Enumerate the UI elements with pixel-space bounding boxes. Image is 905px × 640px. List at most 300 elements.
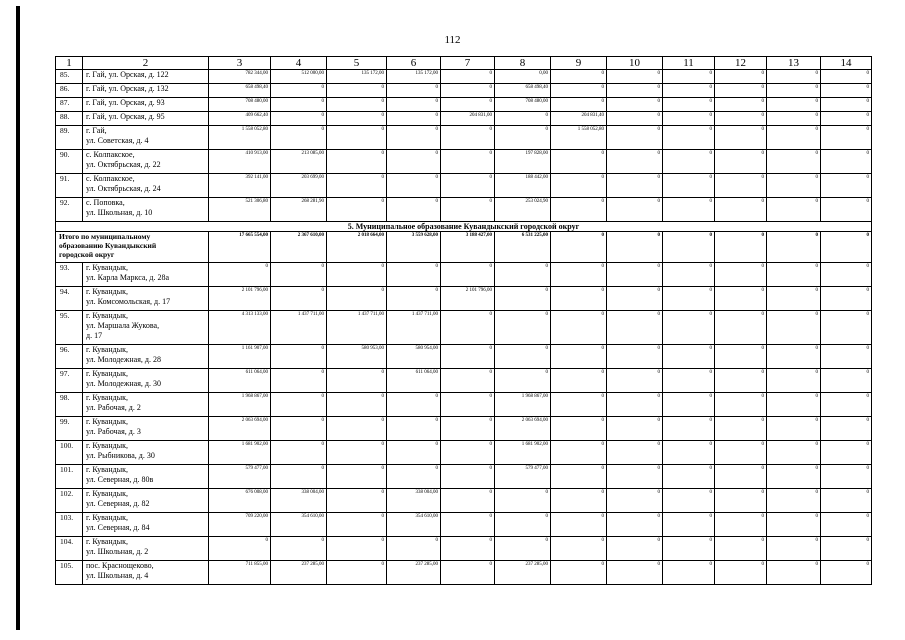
- value-cell-col-9: 0: [551, 263, 607, 287]
- total-value-col-14: 0: [821, 232, 872, 263]
- address-line: г. Кувандык,: [86, 489, 128, 498]
- row-number: 89.: [56, 126, 83, 150]
- column-number-14: 14: [821, 57, 872, 70]
- value-cell-col-11: 0: [663, 112, 715, 126]
- value-cell-col-14: 0: [821, 98, 872, 112]
- value-cell-col-10: 0: [607, 345, 663, 369]
- row-number: 105.: [56, 561, 83, 585]
- address-line: ул. Школьная, д. 2: [86, 547, 149, 556]
- value-cell-col-13: 0: [767, 537, 821, 561]
- value-cell-col-10: 0: [607, 537, 663, 561]
- value-cell-col-13: 0: [767, 513, 821, 537]
- total-value-col-12: 0: [715, 232, 767, 263]
- total-label: [56, 232, 209, 263]
- table-row: [56, 98, 872, 112]
- value-cell-col-10: 0: [607, 561, 663, 585]
- address-line: ул. Рабочая, д. 3: [86, 427, 141, 436]
- value-cell-col-10: 0: [607, 112, 663, 126]
- value-cell-col-9: 0: [551, 70, 607, 84]
- total-value-col-8: 6 531 225,00: [495, 232, 551, 263]
- value-cell-col-10: 0: [607, 98, 663, 112]
- value-cell-col-9: 0: [551, 345, 607, 369]
- value-cell-col-6: 237 285,00: [387, 561, 441, 585]
- value-cell-col-6: 354 610,00: [387, 513, 441, 537]
- row-number: 88.: [56, 112, 83, 126]
- address-cell: [83, 465, 209, 489]
- value-cell-col-6: 0: [387, 393, 441, 417]
- address-cell: [83, 369, 209, 393]
- total-value-col-9: 0: [551, 232, 607, 263]
- value-cell-col-11: 0: [663, 174, 715, 198]
- value-cell-col-10: 0: [607, 417, 663, 441]
- total-label-line: Итого по муниципальному: [59, 232, 151, 241]
- value-cell-col-5: 0: [327, 174, 387, 198]
- table-row: [56, 417, 872, 441]
- value-cell-col-13: 0: [767, 98, 821, 112]
- value-cell-col-7: 0: [441, 263, 495, 287]
- value-cell-col-5: 135 172,00: [327, 70, 387, 84]
- value-cell-col-6: 0: [387, 150, 441, 174]
- value-cell-col-11: 0: [663, 393, 715, 417]
- row-number: 99.: [56, 417, 83, 441]
- value-cell-col-4: 0: [271, 126, 327, 150]
- address-cell: [83, 393, 209, 417]
- value-cell-col-9: 0: [551, 393, 607, 417]
- row-number: 103.: [56, 513, 83, 537]
- address-line: г. Гай, ул. Орская, д. 132: [86, 84, 169, 93]
- table-row: [56, 287, 872, 311]
- row-number: 95.: [56, 311, 83, 345]
- value-cell-col-5: 0: [327, 393, 387, 417]
- address-cell: [83, 287, 209, 311]
- value-cell-col-7: 0: [441, 345, 495, 369]
- page-number: 112: [444, 34, 461, 46]
- value-cell-col-12: 0: [715, 70, 767, 84]
- scan-edge-bar: [16, 6, 20, 630]
- address-line: с. Колпакское,: [86, 150, 135, 159]
- value-cell-col-3: 1 558 052,80: [209, 126, 271, 150]
- value-cell-col-7: 0: [441, 311, 495, 345]
- value-cell-col-10: 0: [607, 84, 663, 98]
- value-cell-col-3: 579 477,00: [209, 465, 271, 489]
- table-row: [56, 150, 872, 174]
- value-cell-col-4: 0: [271, 98, 327, 112]
- value-cell-col-8: 0: [495, 126, 551, 150]
- address-line: г. Кувандык,: [86, 345, 128, 354]
- value-cell-col-12: 0: [715, 84, 767, 98]
- value-cell-col-3: 708 480,00: [209, 98, 271, 112]
- value-cell-col-3: 1 161 907,00: [209, 345, 271, 369]
- address-line: ул. Октябрьская, д. 22: [86, 160, 161, 169]
- value-cell-col-7: 0: [441, 98, 495, 112]
- value-cell-col-5: 580 953,00: [327, 345, 387, 369]
- value-cell-col-12: 0: [715, 417, 767, 441]
- value-cell-col-7: 0: [441, 369, 495, 393]
- address-line: ул. Северная, д. 84: [86, 523, 150, 532]
- value-cell-col-9: 204 831,40: [551, 112, 607, 126]
- value-cell-col-4: 237 285,00: [271, 561, 327, 585]
- address-cell: [83, 561, 209, 585]
- value-cell-col-4: 338 004,00: [271, 489, 327, 513]
- value-cell-col-8: 188 442,00: [495, 174, 551, 198]
- value-cell-col-13: 0: [767, 393, 821, 417]
- value-cell-col-11: 0: [663, 561, 715, 585]
- value-cell-col-4: 1 437 711,00: [271, 311, 327, 345]
- value-cell-col-7: 0: [441, 84, 495, 98]
- value-cell-col-11: 0: [663, 126, 715, 150]
- column-number-10: 10: [607, 57, 663, 70]
- value-cell-col-12: 0: [715, 537, 767, 561]
- value-cell-col-9: 0: [551, 417, 607, 441]
- address-line: ул. Октябрьская, д. 24: [86, 184, 161, 193]
- column-number-11: 11: [663, 57, 715, 70]
- value-cell-col-3: 409 662,40: [209, 112, 271, 126]
- table-row: [56, 112, 872, 126]
- total-label-line: городской округ: [59, 250, 115, 259]
- value-cell-col-6: 0: [387, 417, 441, 441]
- value-cell-col-7: 0: [441, 513, 495, 537]
- value-cell-col-10: 0: [607, 126, 663, 150]
- value-cell-col-6: 0: [387, 98, 441, 112]
- column-number-3: 3: [209, 57, 271, 70]
- value-cell-col-9: 0: [551, 489, 607, 513]
- address-cell: [83, 513, 209, 537]
- value-cell-col-7: 0: [441, 417, 495, 441]
- value-cell-col-14: 0: [821, 393, 872, 417]
- address-line: ул. Северная, д. 80в: [86, 475, 154, 484]
- value-cell-col-9: 0: [551, 311, 607, 345]
- value-cell-col-14: 0: [821, 70, 872, 84]
- value-cell-col-7: 0: [441, 561, 495, 585]
- address-cell: [83, 126, 209, 150]
- value-cell-col-3: 521 306,80: [209, 198, 271, 222]
- value-cell-col-10: 0: [607, 311, 663, 345]
- value-cell-col-5: 0: [327, 441, 387, 465]
- address-cell: [83, 441, 209, 465]
- value-cell-col-7: 0: [441, 174, 495, 198]
- value-cell-col-7: 2 101 796,00: [441, 287, 495, 311]
- row-number: 96.: [56, 345, 83, 369]
- value-cell-col-10: 0: [607, 489, 663, 513]
- table-row: [56, 537, 872, 561]
- value-cell-col-11: 0: [663, 513, 715, 537]
- value-cell-col-13: 0: [767, 263, 821, 287]
- value-cell-col-5: 0: [327, 112, 387, 126]
- total-value-col-11: 0: [663, 232, 715, 263]
- address-line: г. Кувандык,: [86, 441, 128, 450]
- table-row: [56, 465, 872, 489]
- address-line: г. Кувандык,: [86, 393, 128, 402]
- value-cell-col-4: 0: [271, 84, 327, 98]
- value-cell-col-11: 0: [663, 198, 715, 222]
- value-cell-col-3: 711 855,00: [209, 561, 271, 585]
- value-cell-col-14: 0: [821, 369, 872, 393]
- value-cell-col-4: 0: [271, 263, 327, 287]
- value-cell-col-3: 410 913,00: [209, 150, 271, 174]
- value-cell-col-13: 0: [767, 150, 821, 174]
- value-cell-col-5: 0: [327, 287, 387, 311]
- value-cell-col-9: 0: [551, 287, 607, 311]
- value-cell-col-12: 0: [715, 112, 767, 126]
- total-row: [56, 232, 872, 263]
- value-cell-col-9: 0: [551, 198, 607, 222]
- value-cell-col-3: 0: [209, 537, 271, 561]
- value-cell-col-10: 0: [607, 150, 663, 174]
- value-cell-col-14: 0: [821, 441, 872, 465]
- value-cell-col-3: 782 344,00: [209, 70, 271, 84]
- table-row: [56, 311, 872, 345]
- value-cell-col-6: 0: [387, 441, 441, 465]
- value-cell-col-6: 0: [387, 198, 441, 222]
- value-cell-col-14: 0: [821, 311, 872, 345]
- value-cell-col-6: 0: [387, 465, 441, 489]
- row-number: 91.: [56, 174, 83, 198]
- value-cell-col-14: 0: [821, 112, 872, 126]
- value-cell-col-12: 0: [715, 369, 767, 393]
- table-row: [56, 263, 872, 287]
- value-cell-col-10: 0: [607, 441, 663, 465]
- value-cell-col-8: 0: [495, 287, 551, 311]
- value-cell-col-3: 676 008,00: [209, 489, 271, 513]
- address-cell: [83, 174, 209, 198]
- address-cell: [83, 198, 209, 222]
- value-cell-col-14: 0: [821, 417, 872, 441]
- row-number: 86.: [56, 84, 83, 98]
- address-line: г. Гай, ул. Орская, д. 95: [86, 112, 165, 121]
- data-table: [55, 56, 872, 585]
- value-cell-col-12: 0: [715, 345, 767, 369]
- value-cell-col-13: 0: [767, 126, 821, 150]
- value-cell-col-8: 0: [495, 263, 551, 287]
- value-cell-col-7: 0: [441, 198, 495, 222]
- value-cell-col-9: 0: [551, 369, 607, 393]
- table-row: [56, 489, 872, 513]
- value-cell-col-3: 658 498,40: [209, 84, 271, 98]
- value-cell-col-8: 0: [495, 369, 551, 393]
- column-number-1: 1: [56, 57, 83, 70]
- value-cell-col-13: 0: [767, 489, 821, 513]
- address-line: г. Кувандык,: [86, 287, 128, 296]
- total-value-col-10: 0: [607, 232, 663, 263]
- value-cell-col-14: 0: [821, 174, 872, 198]
- value-cell-col-14: 0: [821, 465, 872, 489]
- value-cell-col-9: 1 558 052,80: [551, 126, 607, 150]
- value-cell-col-5: 0: [327, 263, 387, 287]
- value-cell-col-11: 0: [663, 465, 715, 489]
- value-cell-col-7: 0: [441, 537, 495, 561]
- value-cell-col-9: 0: [551, 441, 607, 465]
- address-cell: [83, 98, 209, 112]
- address-line: г. Кувандык,: [86, 263, 128, 272]
- address-line: с. Колпакское,: [86, 174, 135, 183]
- value-cell-col-4: 0: [271, 345, 327, 369]
- value-cell-col-8: 579 477,00: [495, 465, 551, 489]
- value-cell-col-12: 0: [715, 174, 767, 198]
- value-cell-col-13: 0: [767, 441, 821, 465]
- address-line: д. 17: [86, 331, 103, 340]
- value-cell-col-13: 0: [767, 198, 821, 222]
- row-number: 92.: [56, 198, 83, 222]
- row-number: 93.: [56, 263, 83, 287]
- address-line: г. Гай, ул. Орская, д. 122: [86, 70, 169, 79]
- value-cell-col-11: 0: [663, 263, 715, 287]
- column-number-4: 4: [271, 57, 327, 70]
- table-row: [56, 513, 872, 537]
- value-cell-col-8: 0: [495, 489, 551, 513]
- address-line: ул. Молодежная, д. 30: [86, 379, 161, 388]
- total-value-col-7: 3 188 427,00: [441, 232, 495, 263]
- value-cell-col-4: 0: [271, 465, 327, 489]
- address-line: г. Кувандык,: [86, 417, 128, 426]
- value-cell-col-11: 0: [663, 417, 715, 441]
- address-cell: [83, 263, 209, 287]
- value-cell-col-4: 354 610,00: [271, 513, 327, 537]
- table-row: [56, 174, 872, 198]
- value-cell-col-12: 0: [715, 198, 767, 222]
- value-cell-col-13: 0: [767, 287, 821, 311]
- value-cell-col-7: 0: [441, 70, 495, 84]
- value-cell-col-13: 0: [767, 174, 821, 198]
- value-cell-col-5: 1 437 711,00: [327, 311, 387, 345]
- value-cell-col-3: 611 064,00: [209, 369, 271, 393]
- value-cell-col-12: 0: [715, 126, 767, 150]
- value-cell-col-5: 0: [327, 561, 387, 585]
- address-cell: [83, 84, 209, 98]
- value-cell-col-9: 0: [551, 174, 607, 198]
- value-cell-col-12: 0: [715, 513, 767, 537]
- value-cell-col-10: 0: [607, 393, 663, 417]
- value-cell-col-4: 268 281,90: [271, 198, 327, 222]
- value-cell-col-9: 0: [551, 98, 607, 112]
- table-row: [56, 70, 872, 84]
- address-line: г. Гай,: [86, 126, 107, 135]
- row-number: 94.: [56, 287, 83, 311]
- value-cell-col-13: 0: [767, 465, 821, 489]
- column-number-9: 9: [551, 57, 607, 70]
- value-cell-col-3: 4 313 133,00: [209, 311, 271, 345]
- value-cell-col-7: 0: [441, 441, 495, 465]
- address-line: г. Кувандык,: [86, 537, 128, 546]
- value-cell-col-5: 0: [327, 126, 387, 150]
- address-cell: [83, 345, 209, 369]
- value-cell-col-9: 0: [551, 84, 607, 98]
- address-cell: [83, 150, 209, 174]
- column-number-7: 7: [441, 57, 495, 70]
- value-cell-col-9: 0: [551, 150, 607, 174]
- value-cell-col-5: 0: [327, 84, 387, 98]
- value-cell-col-6: 611 064,00: [387, 369, 441, 393]
- table-row: [56, 393, 872, 417]
- value-cell-col-13: 0: [767, 561, 821, 585]
- value-cell-col-5: 0: [327, 98, 387, 112]
- value-cell-col-11: 0: [663, 70, 715, 84]
- address-line: г. Кувандык,: [86, 369, 128, 378]
- value-cell-col-12: 0: [715, 98, 767, 112]
- value-cell-col-14: 0: [821, 513, 872, 537]
- value-cell-col-6: 0: [387, 287, 441, 311]
- address-line: ул. Школьная, д. 10: [86, 208, 153, 217]
- table-body: [56, 70, 872, 585]
- value-cell-col-10: 0: [607, 70, 663, 84]
- address-line: г. Кувандык,: [86, 465, 128, 474]
- value-cell-col-8: 1 968 867,00: [495, 393, 551, 417]
- address-line: г. Кувандык,: [86, 311, 128, 320]
- address-line: г. Гай, ул. Орская, д. 93: [86, 98, 165, 107]
- value-cell-col-6: 0: [387, 537, 441, 561]
- row-number: 90.: [56, 150, 83, 174]
- value-cell-col-14: 0: [821, 287, 872, 311]
- value-cell-col-11: 0: [663, 345, 715, 369]
- value-cell-col-9: 0: [551, 537, 607, 561]
- value-cell-col-10: 0: [607, 369, 663, 393]
- section-title-row: [56, 222, 872, 232]
- value-cell-col-5: 0: [327, 513, 387, 537]
- value-cell-col-13: 0: [767, 84, 821, 98]
- value-cell-col-13: 0: [767, 369, 821, 393]
- total-value-col-5: 2 018 664,00: [327, 232, 387, 263]
- address-line: ул. Молодежная, д. 28: [86, 355, 161, 364]
- value-cell-col-9: 0: [551, 465, 607, 489]
- total-value-col-13: 0: [767, 232, 821, 263]
- value-cell-col-13: 0: [767, 112, 821, 126]
- value-cell-col-12: 0: [715, 561, 767, 585]
- value-cell-col-6: 0: [387, 263, 441, 287]
- value-cell-col-6: 135 172,00: [387, 70, 441, 84]
- value-cell-col-12: 0: [715, 465, 767, 489]
- address-line: ул. Рабочая, д. 2: [86, 403, 141, 412]
- value-cell-col-7: 0: [441, 393, 495, 417]
- value-cell-col-14: 0: [821, 345, 872, 369]
- table-container: [55, 56, 875, 580]
- value-cell-col-12: 0: [715, 489, 767, 513]
- value-cell-col-3: 1 681 902,00: [209, 441, 271, 465]
- value-cell-col-7: 204 831,00: [441, 112, 495, 126]
- address-cell: [83, 489, 209, 513]
- value-cell-col-8: 2 063 694,00: [495, 417, 551, 441]
- row-number: 100.: [56, 441, 83, 465]
- value-cell-col-8: 0: [495, 513, 551, 537]
- address-line: ул. Маршала Жукова,: [86, 321, 160, 330]
- table-row: [56, 441, 872, 465]
- value-cell-col-10: 0: [607, 263, 663, 287]
- address-cell: [83, 417, 209, 441]
- value-cell-col-4: 0: [271, 417, 327, 441]
- value-cell-col-14: 0: [821, 263, 872, 287]
- table-row: [56, 126, 872, 150]
- total-value-col-6: 3 559 628,00: [387, 232, 441, 263]
- value-cell-col-3: 392 141,00: [209, 174, 271, 198]
- address-line: ул. Школьная, д. 4: [86, 571, 149, 580]
- value-cell-col-13: 0: [767, 417, 821, 441]
- column-number-13: 13: [767, 57, 821, 70]
- table-row: [56, 198, 872, 222]
- value-cell-col-13: 0: [767, 70, 821, 84]
- row-number: 85.: [56, 70, 83, 84]
- table-row: [56, 84, 872, 98]
- value-cell-col-5: 0: [327, 537, 387, 561]
- column-number-8: 8: [495, 57, 551, 70]
- value-cell-col-3: 0: [209, 263, 271, 287]
- value-cell-col-6: 0: [387, 174, 441, 198]
- address-line: пос. Краснощеково,: [86, 561, 154, 570]
- value-cell-col-11: 0: [663, 311, 715, 345]
- value-cell-col-4: 203 699,00: [271, 174, 327, 198]
- address-line: г. Кувандык,: [86, 513, 128, 522]
- value-cell-col-4: 0: [271, 369, 327, 393]
- value-cell-col-7: 0: [441, 150, 495, 174]
- value-cell-col-11: 0: [663, 537, 715, 561]
- value-cell-col-6: 0: [387, 112, 441, 126]
